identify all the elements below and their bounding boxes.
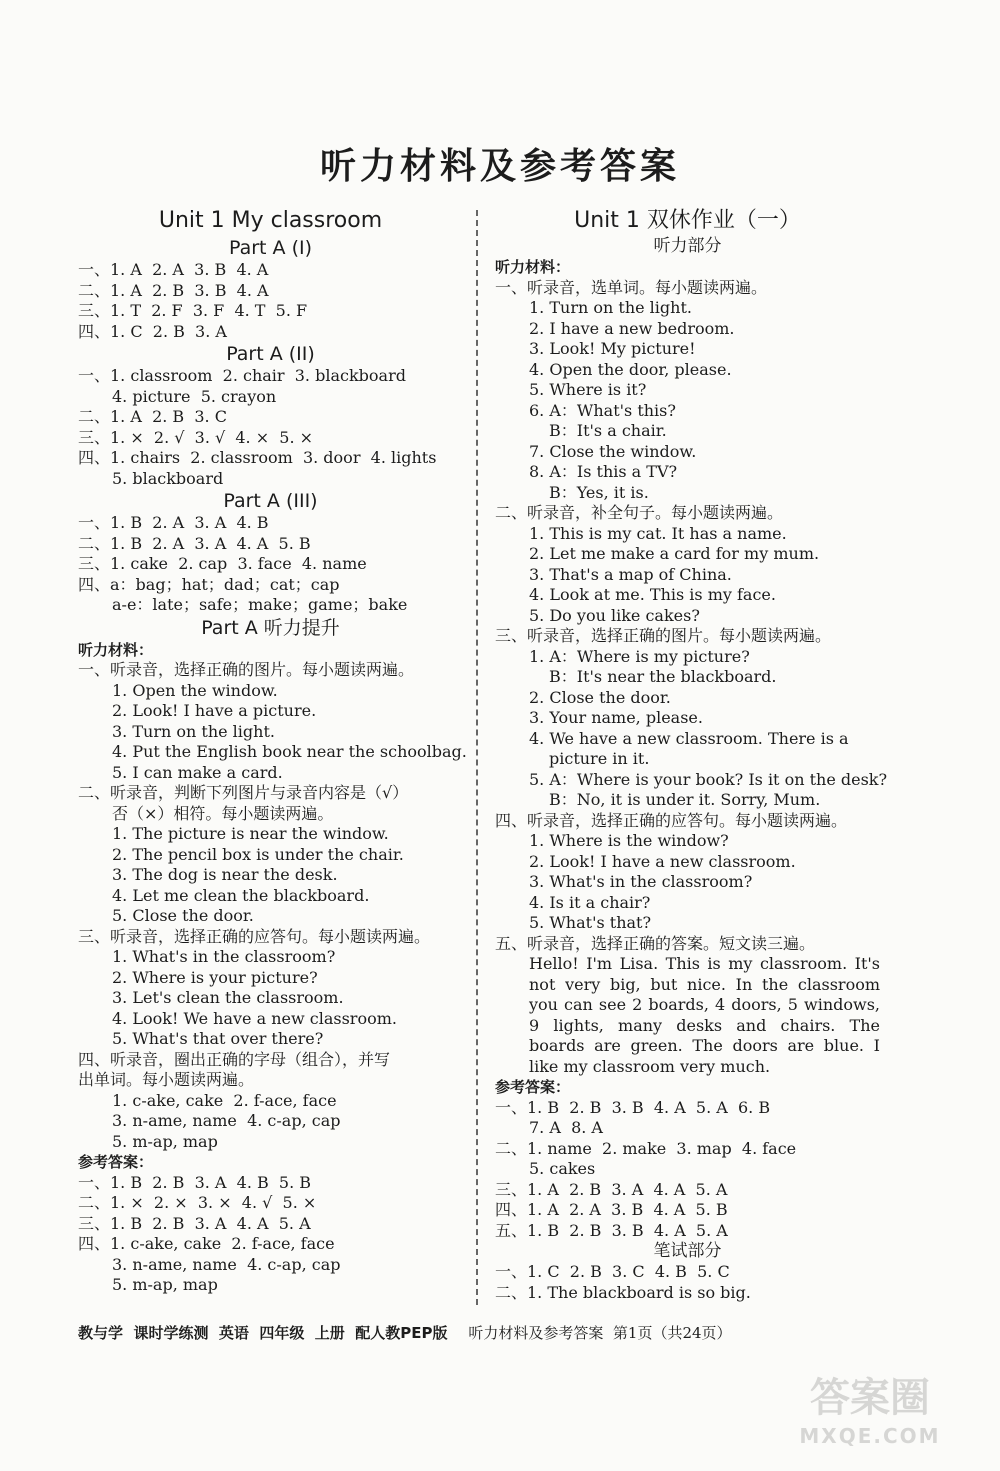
section-heading: Part A 听力提升 (201, 616, 340, 639)
question-heading: 三、听录音，选择正确的应答句。每小题读两遍。 (78, 926, 431, 946)
list-item: 5. What's that over there? (112, 1029, 324, 1048)
list-item: 7. Close the window. (529, 441, 697, 461)
answer-line: 二、1. A 2. B 3. C (78, 407, 227, 426)
list-item: picture in it. (549, 749, 650, 768)
list-item: B：It's a chair. (549, 421, 667, 440)
list-item: 6. A：What's this? (529, 400, 676, 420)
list-item: 2. The pencil box is under the chair. (112, 844, 404, 864)
list-item: 2. Look! I have a new classroom. (529, 851, 796, 871)
answer-key-label: 参考答案： (78, 1153, 154, 1171)
question-heading: 二、听录音，补全句子。每小题读两遍。 (495, 503, 784, 522)
answer-line: 四、a：bag；hat；dad；cat；cap (78, 574, 340, 594)
section-heading: Part A (III) (223, 490, 318, 512)
list-item: 4. Put the English book near the schoolbag. (112, 742, 467, 761)
list-item: 5. What's that? (529, 913, 652, 932)
answer-line: 一、1. A 2. A 3. B 4. A (78, 260, 269, 279)
list-item: 4. Open the door, please. (529, 359, 732, 379)
list-item: 1. Turn on the light. (529, 298, 692, 317)
list-item: 1. A：Where is my picture? (529, 646, 750, 666)
list-item: 3. n-ame, name 4. c-ap, cap (112, 1111, 341, 1130)
answer-line: 一、1. B 2. B 3. B 4. A 5. A 6. B (495, 1097, 771, 1117)
answer-line: 二、1. × 2. × 3. × 4. √ 5. × (78, 1193, 317, 1212)
page-footer (78, 1322, 898, 1343)
answer-line: 三、1. A 2. B 3. A 4. A 5. A (495, 1179, 728, 1199)
left-column (78, 206, 467, 1296)
list-item: 8. A：Is this a TV? (529, 462, 678, 481)
right-column (495, 206, 888, 1303)
list-item: 1. Where is the window? (529, 831, 729, 850)
question-heading: 四、听录音，圈出正确的字母（组合），并写 (78, 1049, 391, 1069)
list-item: 2. Let me make a card for my mum. (529, 544, 820, 563)
listening-material-label: 听力材料： (78, 640, 154, 659)
answer-line: a-e：late；safe；make；game；bake (112, 595, 408, 614)
question-heading-cont: 否（×）相符。每小题读两遍。 (112, 803, 334, 823)
answer-line: 四、1. A 2. A 3. B 4. A 5. B (495, 1200, 728, 1219)
question-heading: 四、听录音，选择正确的应答句。每小题读两遍。 (495, 810, 848, 830)
column-divider (476, 210, 478, 1305)
page-title: 听力材料及参考答案 (319, 146, 680, 187)
list-item: B：Yes, it is. (549, 482, 649, 502)
listening-material-label: 听力材料： (495, 258, 571, 276)
answer-line: 三、1. T 2. F 3. F 4. T 5. F (78, 301, 308, 320)
list-item: 3. The dog is near the desk. (112, 865, 338, 884)
list-item: 2. Where is your picture? (112, 967, 318, 987)
list-item: 5. Do you like cakes? (529, 605, 700, 625)
answer-line: 3. n-ame, name 4. c-ap, cap (112, 1254, 341, 1274)
answer-line: 一、1. classroom 2. chair 3. blackboard (78, 366, 406, 385)
answer-line: 4. picture 5. crayon (112, 386, 277, 406)
footer-book-info: 教与学 课时学练测 英语 四年级 上册 配人教PEP版 (78, 1324, 448, 1342)
list-item: 3. Let's clean the classroom. (112, 988, 344, 1007)
list-item: 3. Turn on the light. (112, 721, 275, 741)
answer-line: 二、1. A 2. B 3. B 4. A (78, 280, 269, 300)
answer-line: 四、1. chairs 2. classroom 3. door 4. lights (78, 448, 437, 467)
answer-line: 5. blackboard (112, 468, 224, 488)
list-item: 4. Look at me. This is my face. (529, 585, 776, 604)
answer-line: 二、1. B 2. A 3. A 4. A 5. B (78, 533, 311, 553)
question-heading: 五、听录音，选择正确的答案。短文读三遍。 (495, 933, 816, 953)
list-item: 1. c-ake, cake 2. f-ace, face (112, 1090, 337, 1110)
list-item: 1. This is my cat. It has a name. (529, 523, 787, 543)
list-item: B：No, it is under it. Sorry, Mum. (549, 790, 821, 809)
question-heading: 三、听录音，选择正确的图片。每小题读两遍。 (495, 626, 832, 645)
list-item: 4. Is it a chair? (529, 892, 651, 912)
list-item: 5. m-ap, map (112, 1131, 218, 1151)
watermark-site-text: MXQE.COM (799, 1424, 941, 1448)
list-item: 3. Your name, please. (529, 708, 703, 727)
answer-line: 二、1. name 2. make 3. map 4. face (495, 1138, 797, 1158)
answer-line: 二、1. The blackboard is so big. (495, 1282, 751, 1302)
unit-heading: Unit 1 双休作业（一） (574, 208, 801, 233)
passage-text: Hello! I'm Lisa. This is my classroom. It's not very big, but nice. In the classroom you can see 2 boards, 4 doors, 5 windows, 9 lights, many desks and chairs. The boards are green. The doors are blue. I like my classroom very much. (529, 954, 880, 1076)
list-item: 1. The picture is near the window. (112, 824, 389, 843)
section-subheading: 听力部分 (653, 236, 722, 256)
unit-heading: Unit 1 My classroom (158, 208, 383, 233)
section-heading: Part A (I) (228, 237, 312, 259)
answer-line: 三、1. × 2. √ 3. √ 4. × 5. × (78, 427, 314, 447)
answer-line: 三、1. B 2. B 3. A 4. A 5. A (78, 1213, 311, 1233)
question-heading: 二、听录音，判断下列图片与录音内容是（√） (78, 783, 409, 802)
section-subheading: 笔试部分 (653, 1241, 722, 1261)
answer-line: 四、1. c-ake, cake 2. f-ace, face (78, 1234, 335, 1253)
answer-line: 5. m-ap, map (112, 1275, 218, 1294)
list-item: 4. We have a new classroom. There is a (529, 728, 849, 748)
answer-line: 7. A 8. A (529, 1118, 603, 1137)
list-item: 2. Look! I have a picture. (112, 701, 317, 720)
list-item: 4. Look! We have a new classroom. (112, 1008, 397, 1028)
question-heading: 一、听录音，选单词。每小题读两遍。 (495, 277, 768, 297)
answer-line: 五、1. B 2. B 3. B 4. A 5. A (495, 1220, 728, 1240)
list-item: 1. Open the window. (112, 680, 278, 700)
list-item: 5. A：Where is your book? Is it on the desk? (529, 769, 888, 789)
list-item: 5. I can make a card. (112, 762, 283, 782)
list-item: 2. Close the door. (529, 687, 671, 707)
answer-line: 一、1. B 2. A 3. A 4. B (78, 513, 269, 532)
question-heading: 一、听录音，选择正确的图片。每小题读两遍。 (78, 660, 415, 679)
list-item: 3. Look! My picture! (529, 339, 696, 358)
answer-key-label: 参考答案： (495, 1078, 571, 1096)
list-item: 5. Close the door. (112, 906, 254, 925)
section-heading: Part A (II) (226, 343, 315, 365)
question-heading-cont: 出单词。每小题读两遍。 (78, 1070, 255, 1089)
list-item: 3. That's a map of China. (529, 564, 732, 584)
watermark-main-text: 答案圈 (810, 1375, 930, 1421)
answer-line: 三、1. cake 2. cap 3. face 4. name (78, 554, 367, 573)
list-item: 1. What's in the classroom? (112, 947, 336, 966)
answer-line: 5. cakes (529, 1159, 596, 1178)
list-item: 3. What's in the classroom? (529, 872, 753, 891)
answer-line: 一、1. C 2. B 3. C 4. B 5. C (495, 1262, 730, 1281)
watermark-logo (770, 1372, 970, 1462)
list-item: B：It's near the blackboard. (549, 667, 777, 686)
footer-page-number: 听力材料及参考答案 第1页（共24页） (468, 1324, 732, 1342)
list-item: 4. Let me clean the blackboard. (112, 885, 370, 905)
answer-line: 四、1. C 2. B 3. A (78, 321, 227, 341)
answer-line: 一、1. B 2. B 3. A 4. B 5. B (78, 1172, 312, 1192)
list-item: 5. Where is it? (529, 380, 647, 399)
list-item: 2. I have a new bedroom. (529, 318, 735, 338)
